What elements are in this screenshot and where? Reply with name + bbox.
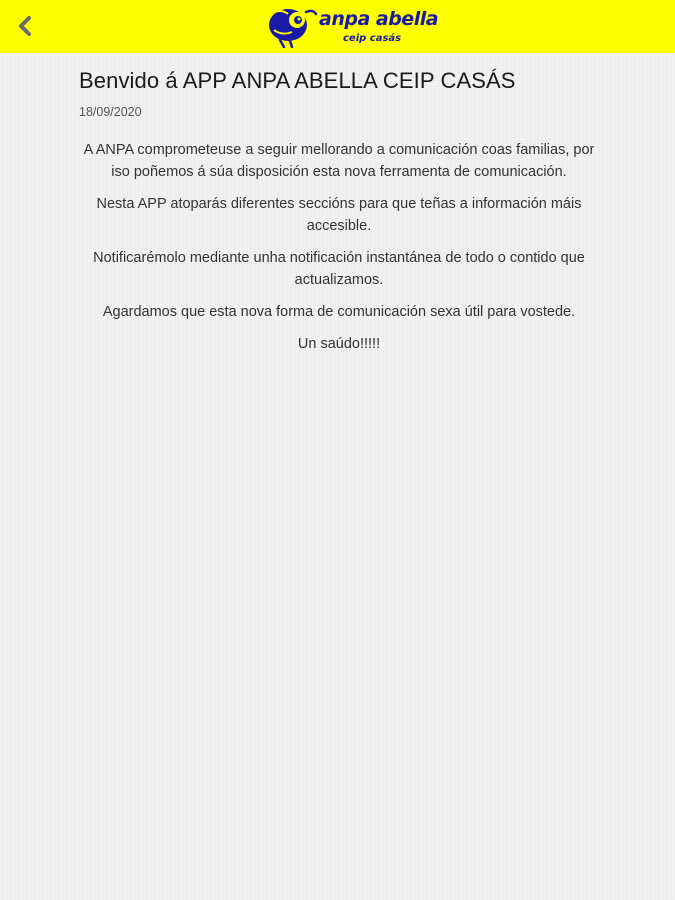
logo-main-text: anpa abella — [319, 8, 439, 30]
article-sign-off: Un saúdo!!!!! — [297, 336, 381, 352]
chevron-left-icon — [17, 15, 33, 37]
article-body — [79, 139, 599, 355]
article-paragraph: Notificarémolo mediante unha notificación instantánea de todo o contido que actualizamos. — [93, 250, 585, 288]
article-paragraph: A ANPA comprometeuse a seguir mellorando a comunicación coas familias, por iso poñemos á súa disposición esta nova ferramenta de comunicación. — [83, 142, 595, 180]
top-app-bar — [0, 0, 675, 53]
logo-sub-text: ceip casás — [343, 33, 402, 44]
back-button[interactable] — [10, 11, 40, 41]
bee-icon — [266, 6, 318, 48]
article-content — [79, 66, 599, 365]
article-paragraph: Nesta APP atoparás diferentes seccións para que teñas a información máis accesible. — [96, 196, 582, 234]
article-date: 18/09/2020 — [79, 105, 142, 119]
article-title: Benvido á APP ANPA ABELLA CEIP CASÁS — [79, 68, 516, 93]
anpa-abella-logo — [266, 6, 439, 48]
article-paragraph: Agardamos que esta nova forma de comunicación sexa útil para vostede. — [102, 304, 576, 320]
